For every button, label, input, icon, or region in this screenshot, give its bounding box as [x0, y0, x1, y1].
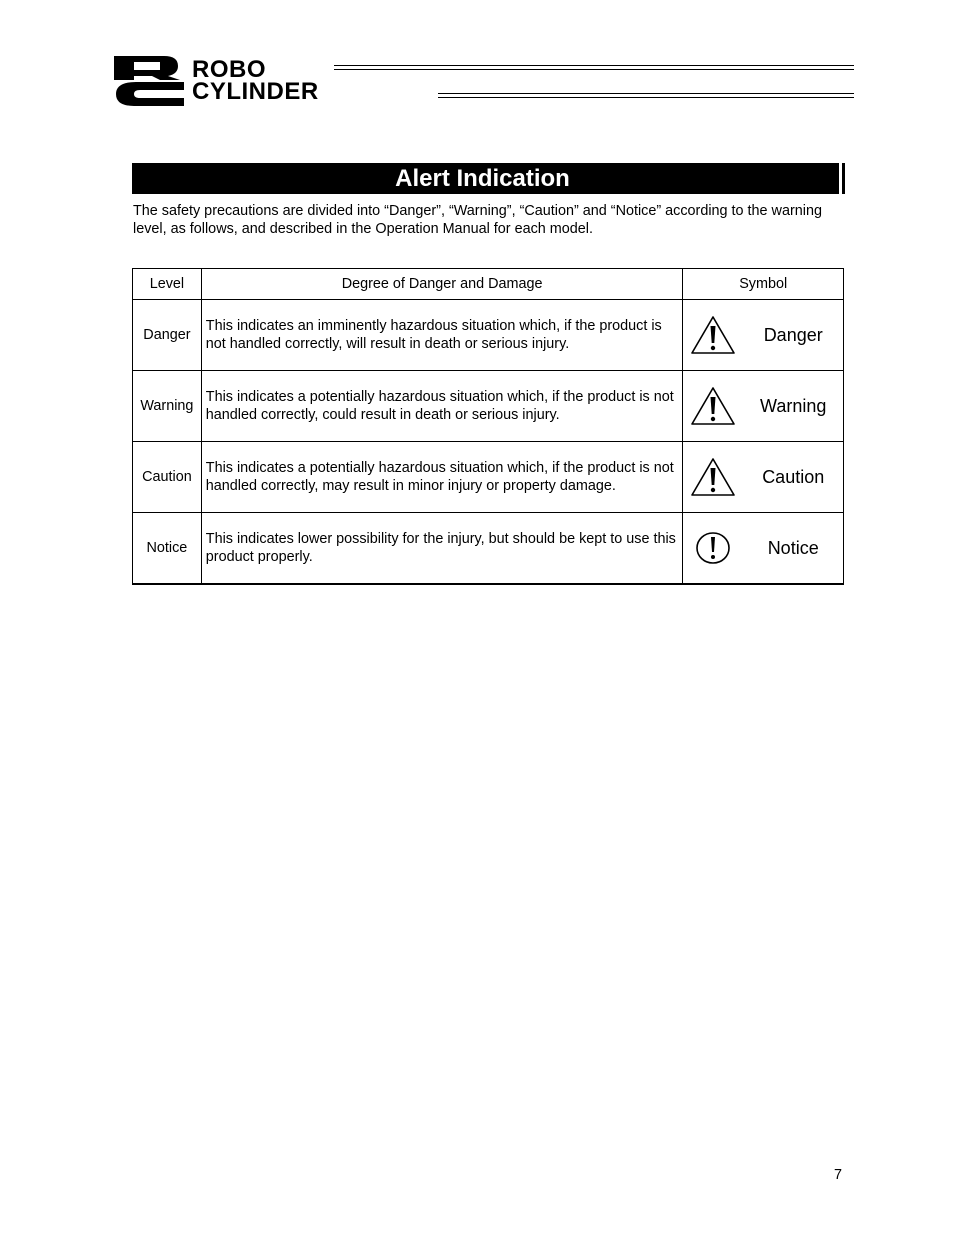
description-cell: This indicates a potentially hazardous situation which, if the product is not handled correctly, could result in death or serious injury. [201, 371, 683, 442]
table-header-row [133, 269, 844, 300]
warning-triangle-icon [683, 456, 743, 498]
section-title-bar [132, 163, 845, 194]
header-level: Level [133, 269, 202, 300]
exclamation-circle-icon [683, 530, 743, 566]
symbol-cell [683, 442, 844, 513]
header-rule-bottom-1 [438, 93, 854, 94]
alert-level-table [132, 268, 844, 585]
robo-cylinder-logo [112, 52, 854, 108]
title-bar-edge [839, 163, 842, 194]
header-rule-top-2 [334, 69, 854, 70]
header-rule-top-1 [334, 65, 854, 66]
table-row [133, 300, 844, 371]
symbol-label: Danger [763, 324, 823, 345]
intro-paragraph: The safety precautions are divided into “Danger”, “Warning”, “Caution” and “Notice” according to the warning level, as follows, and described in the Operation Manual for each model. [133, 203, 822, 237]
logo-word-robo: ROBO [192, 56, 266, 83]
header-rule-bottom-2 [438, 97, 854, 98]
level-cell: Danger [133, 300, 202, 371]
header-symbol: Symbol [683, 269, 844, 300]
level-cell: Warning [133, 371, 202, 442]
symbol-label: Caution [762, 466, 825, 487]
description-cell: This indicates an imminently hazardous situation which, if the product is not handled correctly, will result in death or serious injury. [201, 300, 683, 371]
symbol-cell [683, 371, 844, 442]
description-cell: This indicates lower possibility for the injury, but should be kept to use this product properly. [201, 513, 683, 585]
header-degree: Degree of Danger and Damage [201, 269, 683, 300]
warning-triangle-icon [683, 385, 743, 427]
level-cell: Notice [133, 513, 202, 585]
warning-triangle-icon [683, 314, 743, 356]
symbol-label: Notice [767, 537, 819, 558]
page-number: 7 [834, 1167, 843, 1183]
symbol-cell [683, 513, 844, 585]
section-title: Alert Indication [395, 165, 570, 192]
description-cell: This indicates a potentially hazardous situation which, if the product is not handled correctly, may result in minor injury or property damage. [201, 442, 683, 513]
symbol-label: Warning [760, 395, 827, 416]
symbol-cell [683, 300, 844, 371]
rc-logo-icon [112, 52, 188, 106]
table-row [133, 513, 844, 585]
table-row [133, 442, 844, 513]
level-cell: Caution [133, 442, 202, 513]
logo-word-cylinder: CYLINDER [192, 78, 319, 105]
table-row [133, 371, 844, 442]
